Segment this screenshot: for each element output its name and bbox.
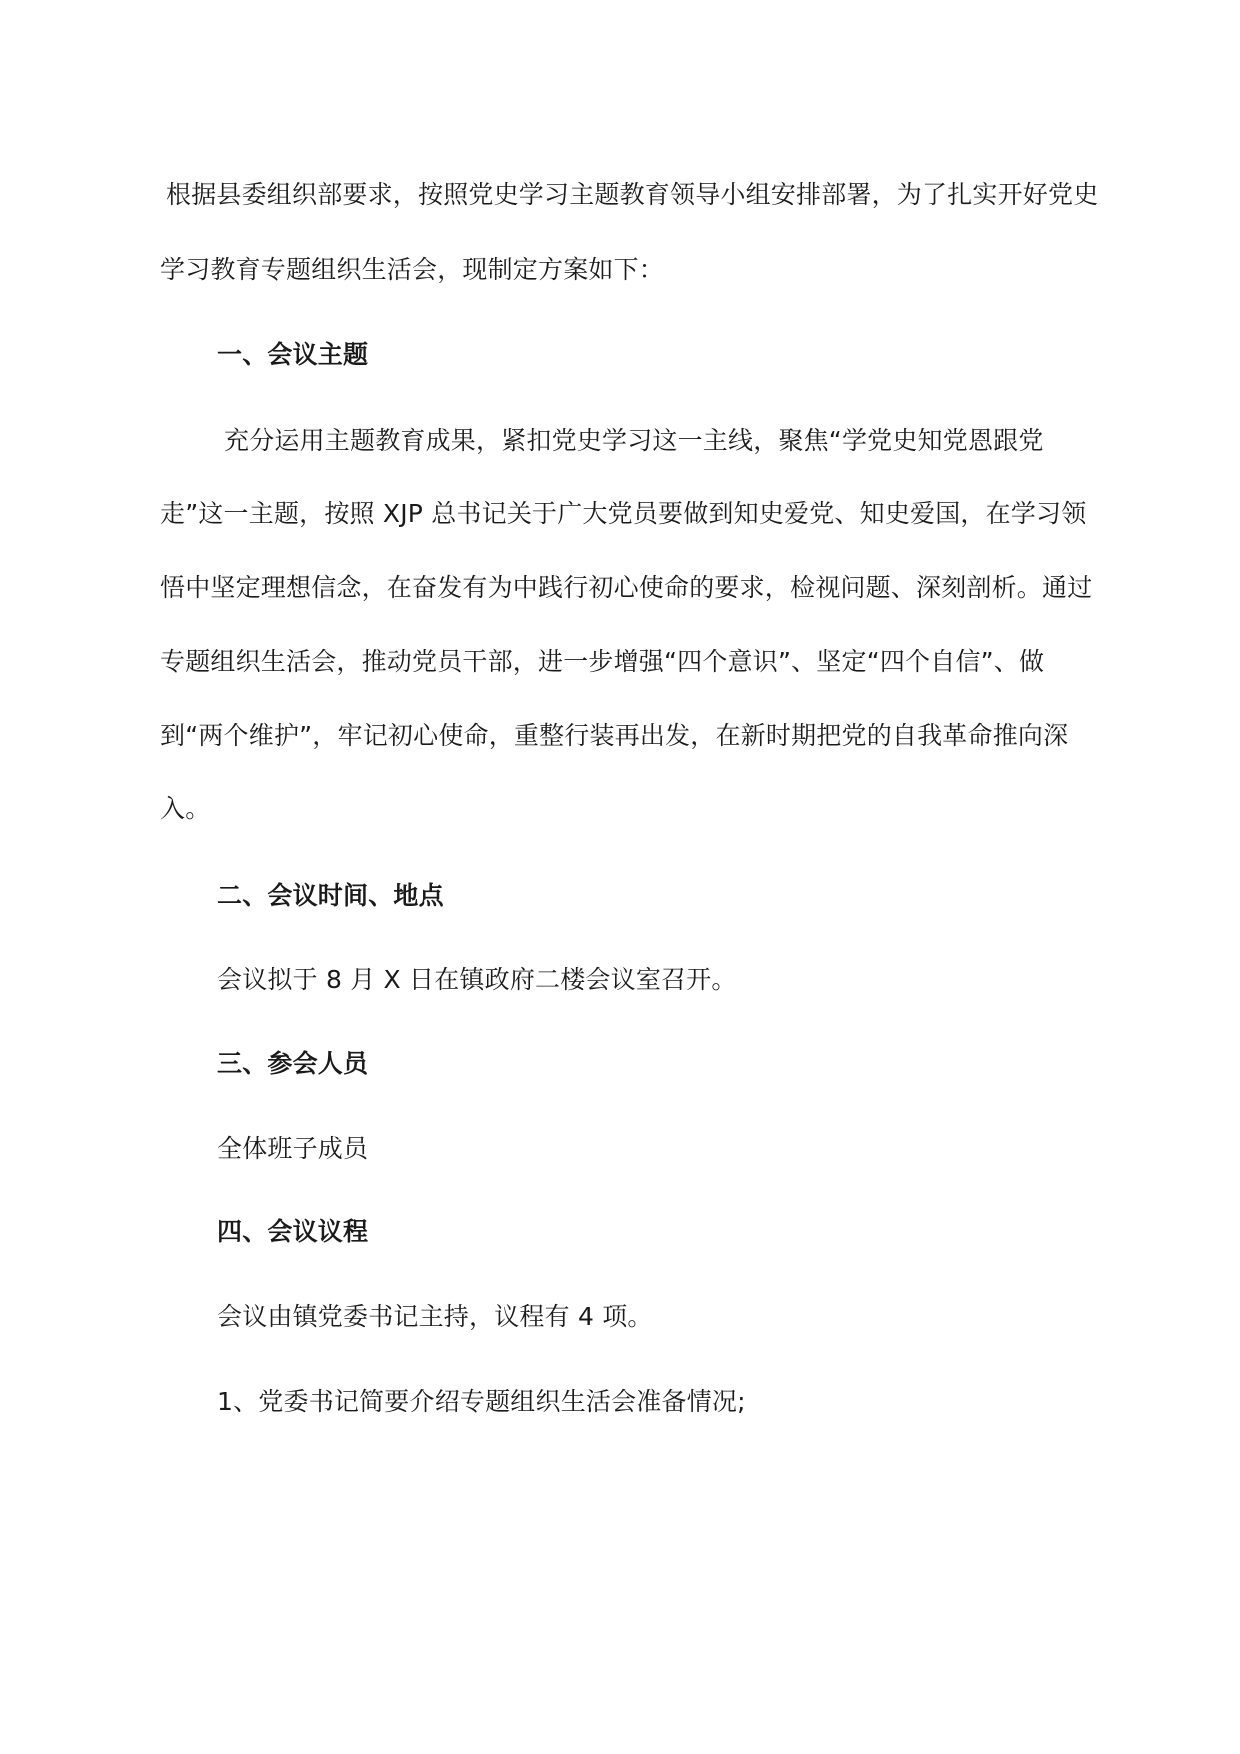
intro-line-2: 学习教育专题组织生活会，现制定方案如下： bbox=[160, 255, 665, 284]
section-1-line-6: 入。 bbox=[160, 794, 211, 823]
section-1-line-4: 专题组织生活会，推动党员干部，进一步增强“四个意识”、坚定“四个自信”、做 bbox=[160, 647, 1045, 676]
section-3-text: 全体班子成员 bbox=[217, 1134, 369, 1163]
section-2-heading: 二、会议时间、地点 bbox=[217, 881, 444, 910]
section-4-heading: 四、会议议程 bbox=[217, 1217, 369, 1246]
section-1-line-5: 到“两个维护”，牢记初心使命，重整行装再出发，在新时期把党的自我革命推向深 bbox=[160, 721, 1069, 750]
section-1-line-3: 悟中坚定理想信念，在奋发有为中践行初心使命的要求，检视问题、深刻剖析。通过 bbox=[160, 573, 1093, 602]
intro-line-1: 根据县委组织部要求，按照党史学习主题教育领导小组安排部署，为了扎实开好党史 bbox=[166, 180, 1099, 209]
section-1-heading: 一、会议主题 bbox=[217, 340, 369, 369]
section-1-line-1: 充分运用主题教育成果，紧扣党史学习这一主线，聚焦“学党史知党恩跟党 bbox=[224, 426, 1044, 455]
section-4-text: 会议由镇党委书记主持，议程有 4 项。 bbox=[217, 1302, 653, 1331]
section-4-item-1: 1、党委书记简要介绍专题组织生活会准备情况; bbox=[217, 1387, 746, 1416]
section-3-heading: 三、参会人员 bbox=[217, 1049, 369, 1078]
section-2-text: 会议拟于 8 月 X 日在镇政府二楼会议室召开。 bbox=[217, 965, 737, 994]
section-1-line-2: 走”这一主题，按照 XJP 总书记关于广大党员要做到知史爱党、知史爱国，在学习领 bbox=[160, 499, 1087, 528]
